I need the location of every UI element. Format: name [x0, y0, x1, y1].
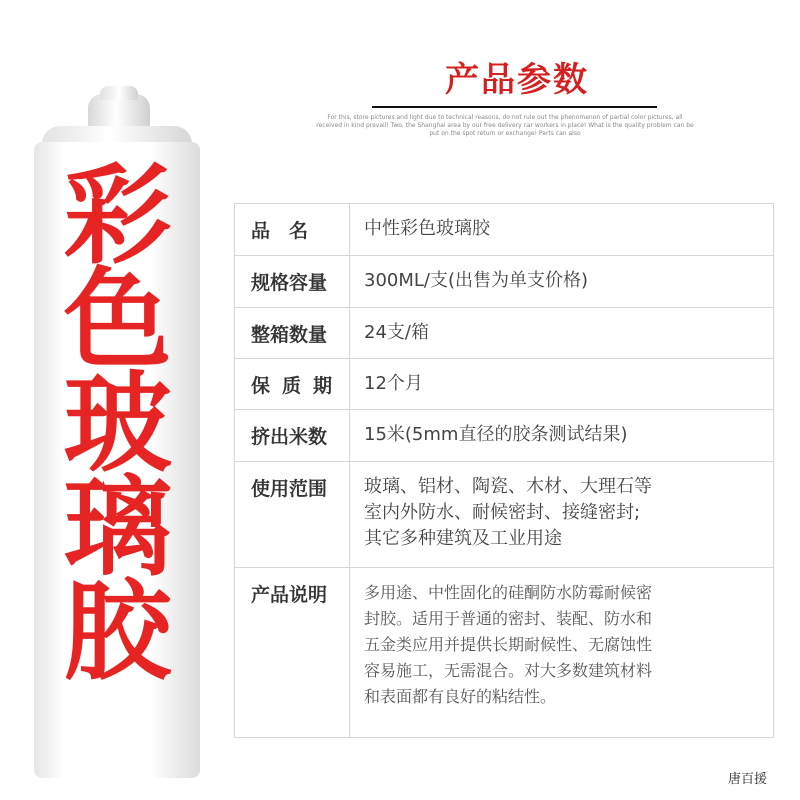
row-value — [350, 462, 774, 568]
product-tube-image — [30, 90, 205, 780]
tube-char: 胶 — [63, 570, 172, 695]
value-line: 和表面都有良好的粘结性。 — [364, 687, 557, 706]
row-label: 使用范围 — [235, 462, 350, 568]
value-line: 其它多种建筑及工业用途 — [364, 528, 562, 549]
table-row — [235, 410, 774, 462]
row-value — [350, 204, 774, 256]
page-title: 产品参数 — [445, 60, 589, 100]
row-label: 品 名 — [235, 204, 350, 256]
row-label: 挤出米数 — [235, 410, 350, 462]
value-line: 室内外防水、耐候密封、接缝密封; — [364, 502, 641, 523]
table-row — [235, 462, 774, 568]
value-line: 中性彩色玻璃胶 — [364, 218, 490, 239]
row-value — [350, 256, 774, 308]
value-line: 24支/箱 — [364, 322, 429, 343]
row-value — [350, 359, 774, 410]
row-label: 规格容量 — [235, 256, 350, 308]
row-label: 保质期 — [235, 359, 350, 410]
tube-char: 彩 — [63, 154, 172, 279]
disclaimer-text: For this, store pictures and light due to technical reasons, do not rule out the phenomenon of partial color pictures, all received in kind prevail! Two, the Shanghai area by our free delivery car workers in place! What is the quality problem can be put on the spot return or exchange! Parts can also — [316, 114, 694, 137]
value-line: 容易施工，无需混合。对大多数建筑材料 — [364, 661, 653, 680]
row-label: 整箱数量 — [235, 308, 350, 359]
row-value — [350, 410, 774, 462]
value-line: 玻璃、铝材、陶瓷、木材、大理石等 — [364, 476, 652, 497]
value-line: 多用途、中性固化的硅酮防水防霉耐候密 — [364, 583, 653, 602]
row-label: 产品说明 — [235, 568, 350, 738]
value-line: 12个月 — [364, 373, 423, 394]
signature-text: 唐百援 — [728, 772, 768, 787]
value-line: 300ML/支(出售为单支价格) — [364, 270, 589, 291]
tube-nozzle — [88, 94, 150, 128]
table-row — [235, 308, 774, 359]
title-divider — [372, 106, 657, 108]
value-line: 封胶。适用于普通的密封、装配、防水和 — [364, 609, 653, 628]
tube-product-name — [30, 154, 205, 695]
tube-char: 璃 — [63, 466, 172, 591]
product-params-table — [234, 203, 774, 738]
tube-char: 玻 — [63, 362, 172, 487]
row-value — [350, 568, 774, 738]
table-row — [235, 568, 774, 738]
table-row — [235, 204, 774, 256]
row-value — [350, 308, 774, 359]
table-row — [235, 359, 774, 410]
value-line: 五金类应用并提供长期耐候性、无腐蚀性 — [364, 635, 653, 654]
table-row — [235, 256, 774, 308]
value-line: 15米(5mm直径的胶条测试结果) — [364, 424, 628, 445]
tube-char: 色 — [63, 258, 172, 383]
